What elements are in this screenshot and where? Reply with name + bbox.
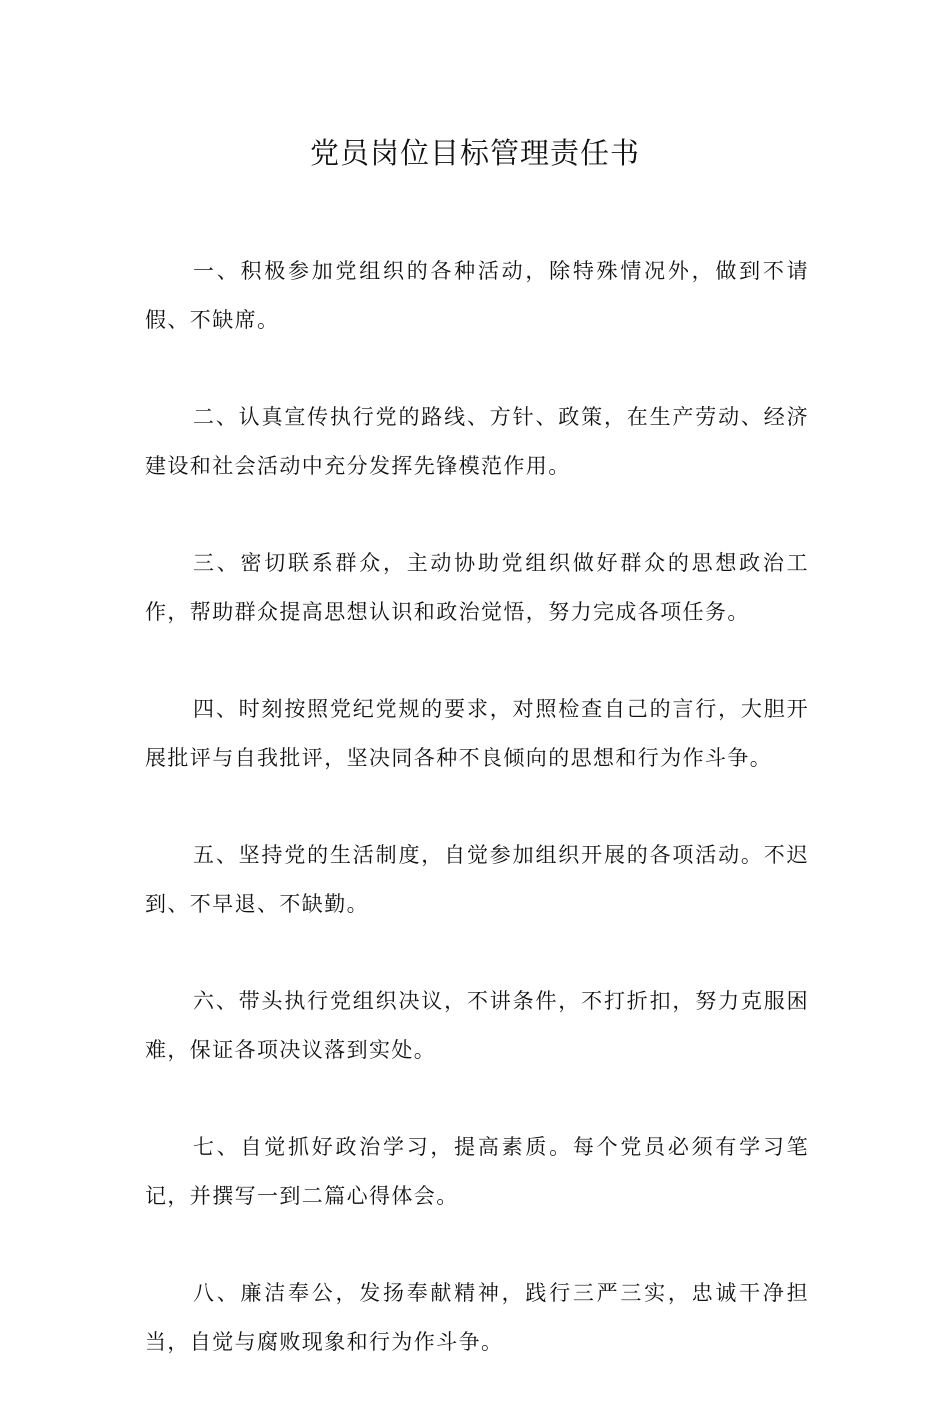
document-title: 党员岗位目标管理责任书: [309, 136, 640, 170]
paragraph-7: 七、自觉抓好政治学习，提高素质。每个党员必须有学习笔记，并撰写一到二篇心得体会。: [145, 1135, 809, 1208]
paragraph-8: 八、廉洁奉公，发扬奉献精神，践行三严三实，忠诚干净担当，自觉与腐败现象和行为作斗争。: [145, 1281, 809, 1354]
paragraph-4: 四、时刻按照党纪党规的要求，对照检查自己的言行，大胆开展批评与自我批评，坚决同各种不良倾向的思想和行为作斗争。: [145, 697, 809, 770]
paragraph-2: 二、认真宣传执行党的路线、方针、政策，在生产劳动、经济建设和社会活动中充分发挥先锋模范作用。: [145, 405, 809, 478]
document-body: [145, 247, 809, 1415]
paragraph-5: 五、坚持党的生活制度，自觉参加组织开展的各项活动。不迟到、不早退、不缺勤。: [145, 843, 809, 916]
paragraph-1: 一、积极参加党组织的各种活动，除特殊情况外，做到不请假、不缺席。: [145, 259, 809, 332]
paragraph-6: 六、带头执行党组织决议，不讲条件，不打折扣，努力克服困难，保证各项决议落到实处。: [145, 989, 809, 1062]
paragraph-3: 三、密切联系群众，主动协助党组织做好群众的思想政治工作，帮助群众提高思想认识和政治觉悟，努力完成各项任务。: [145, 551, 809, 624]
